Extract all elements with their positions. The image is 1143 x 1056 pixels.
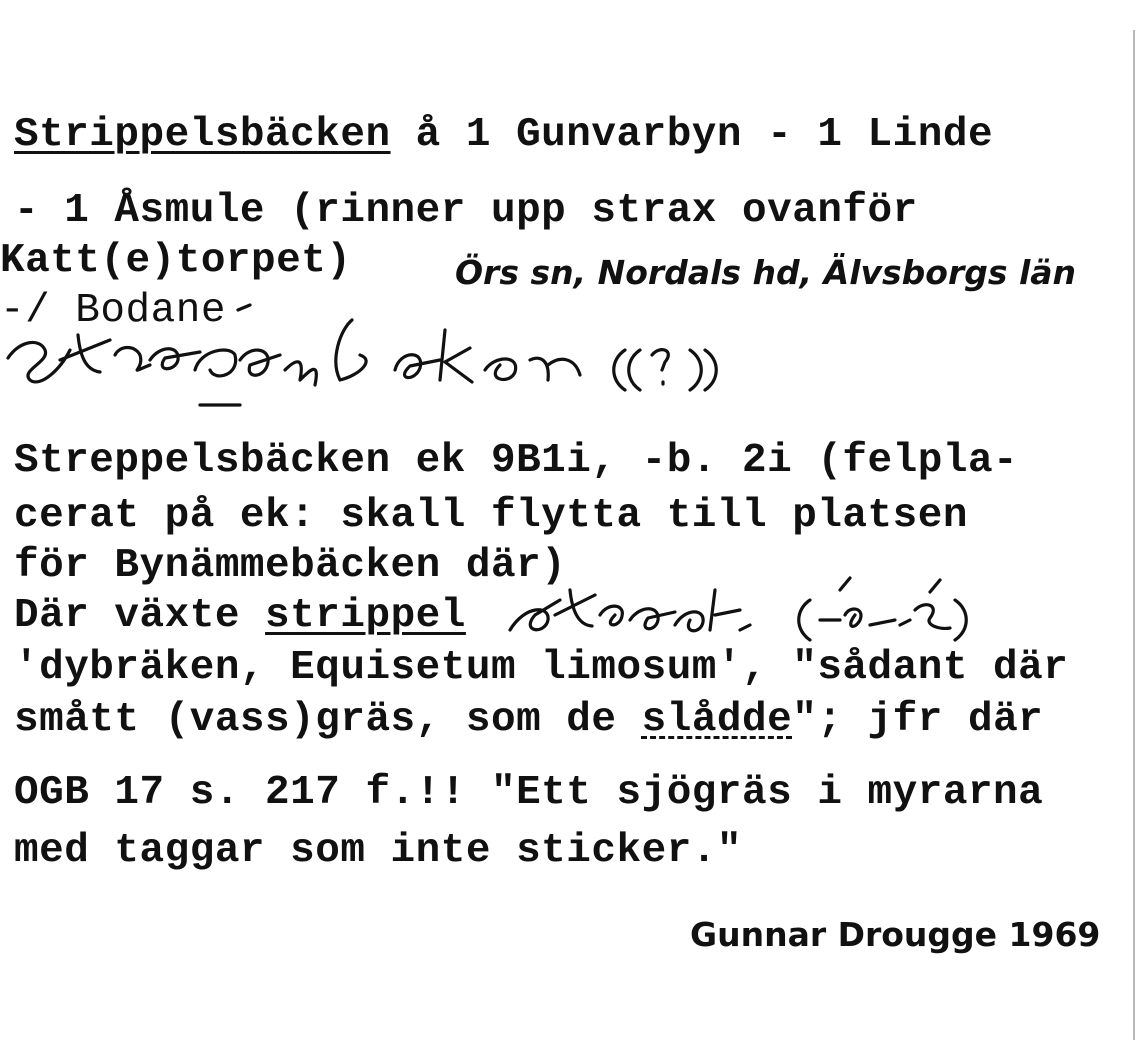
paragraph-3-line: [14, 593, 466, 639]
paragraph-2-line-1: Streppelsbäcken ek 9B1i, -b. 2i (felpla-: [14, 438, 1019, 484]
paragraph-7-line: med taggar som inte sticker.": [14, 828, 743, 874]
locations-line-2: - 1 Åsmule (rinner upp strax ovanför: [14, 188, 918, 234]
entry-heading-line: [14, 112, 993, 158]
paragraph-5-prefix: smått (vass)gräs, som de: [14, 697, 642, 743]
paragraph-5-suffix: "; jfr där: [792, 697, 1044, 743]
headword: Strippelsbäcken: [14, 112, 391, 158]
locations-line-4: -/ Bodane: [0, 288, 226, 334]
paragraph-2-line-2: cerat på ek: skall flytta till platsen: [14, 493, 968, 539]
heading-locations: å 1 Gunvarbyn - 1 Linde: [390, 112, 994, 158]
handwritten-phonetic-transcription: [0, 300, 730, 420]
paragraph-6-line: OGB 17 s. 217 f.!! "Ett sjögräs i myrarna: [14, 770, 1044, 816]
locations-line-3: Katt(e)torpet): [0, 238, 352, 284]
paragraph-5-line: [14, 697, 1043, 743]
quoted-verb: slådde: [641, 697, 793, 743]
parish-stamp: Örs sn, Nordals hd, Älvsborgs län: [455, 253, 1077, 292]
handwritten-pronunciation-note: [500, 570, 1120, 650]
dialect-word: strippel: [265, 593, 466, 639]
paragraph-2-line-3: för Bynämmebäcken där): [14, 543, 567, 589]
paragraph-4-line: 'dybräken, Equisetum limosum', "sådant där: [14, 645, 1069, 691]
collector-signature: Gunnar Drougge 1969: [690, 915, 1101, 954]
paragraph-3-prefix: Där växte: [14, 593, 266, 639]
card-edge-line: [1133, 30, 1135, 1040]
